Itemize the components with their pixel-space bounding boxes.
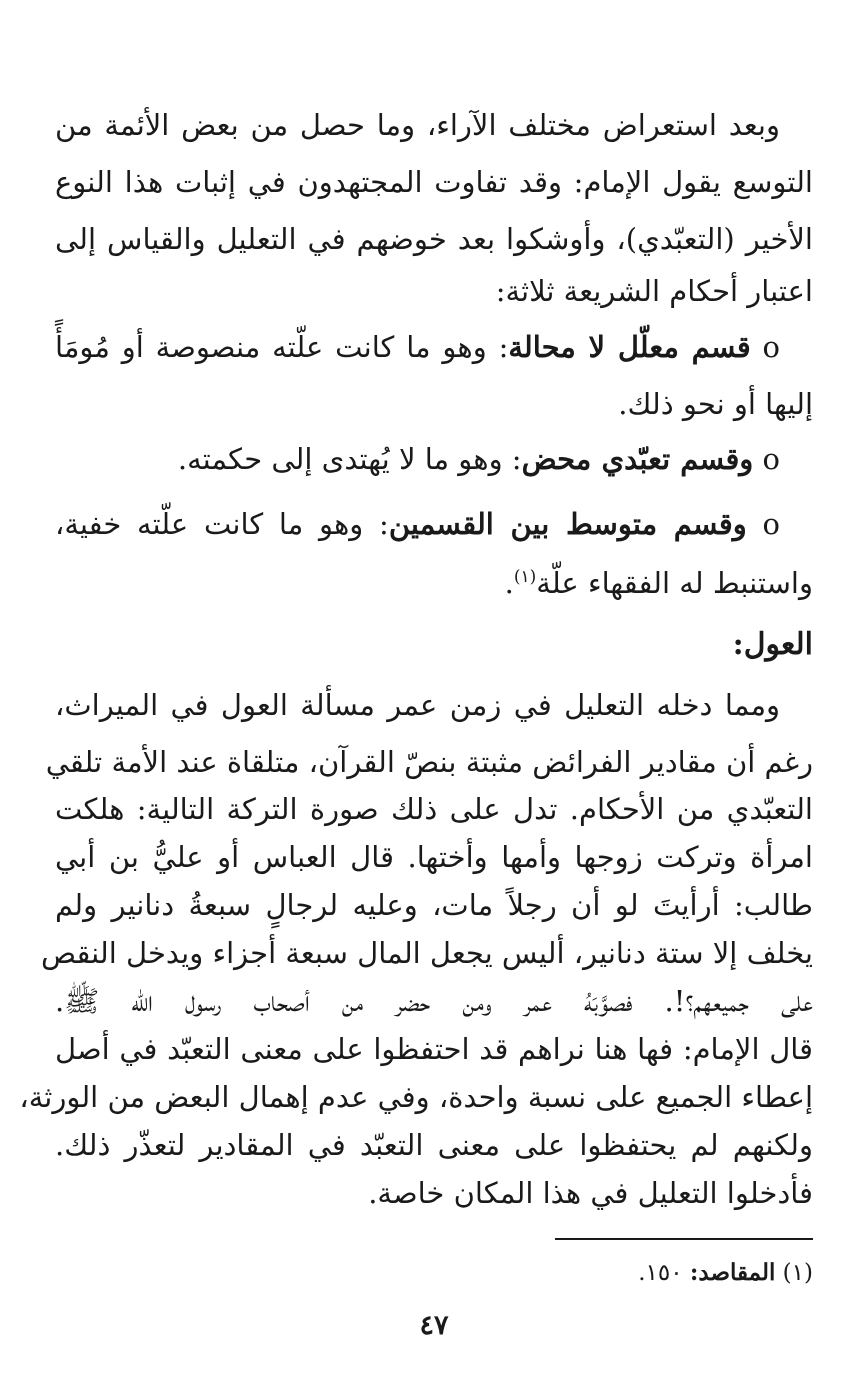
intro-line-2: التوسع يقول الإمام: وقد تفاوت المجتهدون في إثبات هذا النوع [55, 165, 813, 199]
footnote-number: (١) [782, 1260, 813, 1286]
bullet-marker: o [762, 507, 781, 541]
body-line-4: امرأة وتركت زوجها وأمها وأختها. قال العباس أو عليُّ بن أبي [55, 840, 813, 874]
intro-line-1: وبعد استعراض مختلف الآراء، وما حصل من بعض الأئمة من [55, 108, 780, 142]
bullet-marker: o [762, 330, 781, 364]
footnote-reference[interactable]: (١) [513, 567, 537, 587]
body-line-6: يخلف إلا ستة دنانير، أليس يجعل المال سبعة أجزاء ويدخل النقص [40, 936, 813, 970]
bullet-text: واستنبط له الفقهاء علّة [536, 566, 813, 600]
body-line-11: فأدخلوا التعليل في هذا المكان خاصة. [368, 1176, 813, 1210]
bullet-text: : وهو ما كانت علّته خفية، [55, 507, 389, 541]
bullet-text: : وهو ما لا يُهتدى إلى حكمته. [177, 442, 522, 476]
section-heading: العول: [732, 627, 813, 662]
bullet-term: قسم معلّل لا محالة [508, 330, 751, 364]
intro-line-3: الأخير (التعبّدي)، وأوشكوا بعد خوضهم في التعليل والقياس إلى [55, 222, 813, 256]
body-line-8: قال الإمام: فها هنا نراهم قد احتفظوا على معنى التعبّد في أصل [55, 1032, 813, 1066]
bullet-term: وقسم تعبّدي محض [521, 442, 754, 476]
page-number: ٤٧ [419, 1310, 449, 1341]
bullet-3-line-2 [55, 548, 813, 612]
footnote-divider [555, 1238, 813, 1240]
body-line-1: ومما دخله التعليل في زمن عمر مسألة العول في الميراث، [55, 688, 780, 722]
body-line-9: إعطاء الجميع على نسبة واحدة، وفي عدم إهمال البعض من الورثة، [19, 1080, 813, 1114]
bullet-text-end: . [504, 566, 514, 600]
footnote-source: المقاصد: [689, 1259, 776, 1286]
body-line-2: رغم أن مقادير الفرائض مثبتة بنصّ القرآن، متلقاة عند الأمة تلقي [45, 745, 813, 779]
bullet-term: وقسم متوسط بين القسمين [388, 507, 747, 541]
bullet-1-line-2: إليها أو نحو ذلك. [618, 387, 813, 421]
footnote-page: ١٥٠. [638, 1260, 683, 1286]
body-line-7: على جميعهم؟!. فصوَّبَهُ عمر ومن حضر من أصحاب رسول الله ﷺ. [55, 984, 813, 1018]
footnote [638, 1253, 813, 1293]
bullet-text: : وهو ما كانت علّته منصوصة أو مُومَأً [55, 330, 509, 364]
bullet-2-line-1 [55, 430, 780, 488]
bullet-marker: o [762, 442, 780, 476]
bullet-3-line-1 [55, 495, 780, 553]
bullet-1-line-1 [55, 318, 780, 376]
body-line-10: ولكنهم لم يحتفظوا على معنى التعبّد في المقادير لتعذّر ذلك. [55, 1128, 813, 1162]
body-line-3: التعبّدي من الأحكام. تدل على ذلك صورة التركة التالية: هلكت [55, 792, 813, 826]
body-line-5: طالب: أرأيتَ لو أن رجلاً مات، وعليه لرجالٍ سبعةُ دنانير ولم [55, 888, 813, 922]
intro-line-4: اعتبار أحكام الشريعة ثلاثة: [495, 274, 813, 308]
